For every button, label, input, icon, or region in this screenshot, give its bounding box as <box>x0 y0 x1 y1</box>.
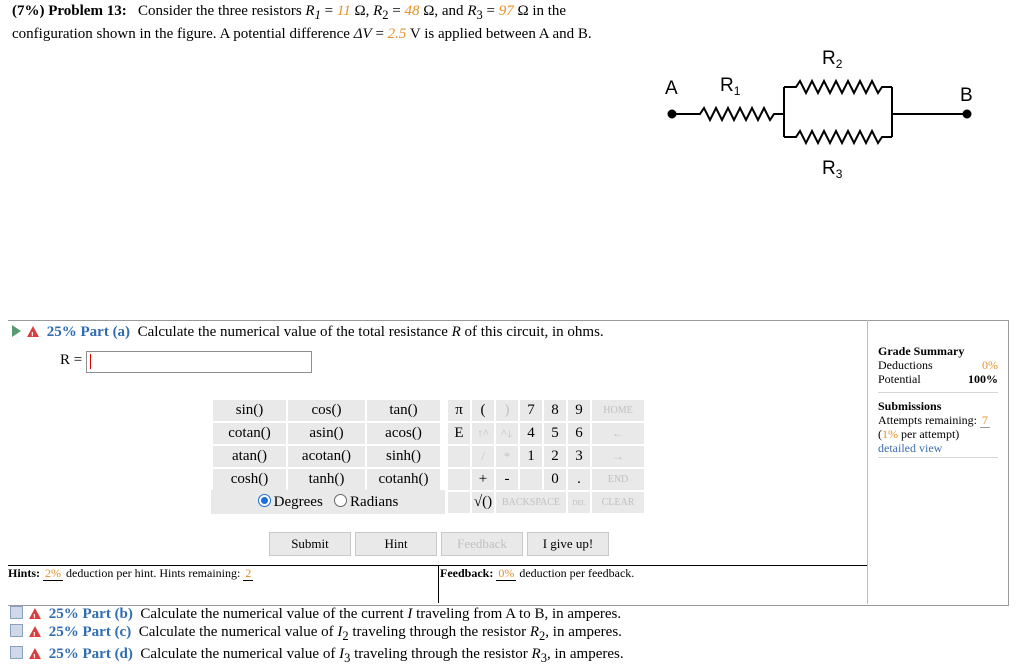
key-8[interactable]: 8 <box>544 400 566 421</box>
divider-vertical <box>438 565 439 603</box>
part-d-question: Calculate the numerical value of <box>140 646 336 662</box>
feedback-deduction: 0% <box>498 566 515 580</box>
part-a-percent: 25% <box>46 324 77 340</box>
key-1[interactable]: 1 <box>520 446 542 467</box>
fn-acos[interactable]: acos() <box>367 423 440 444</box>
fn-sinh[interactable]: sinh() <box>367 446 440 467</box>
part-d-sub: 3 <box>344 651 351 665</box>
key-sqrt[interactable]: √() <box>472 492 494 513</box>
attempts-row <box>878 413 998 427</box>
grade-summary-title: Grade Summary <box>878 344 965 358</box>
part-d-percent: 25% <box>48 646 79 662</box>
expand-icon[interactable] <box>10 624 23 637</box>
text-caret <box>90 354 91 369</box>
key-home[interactable]: HOME <box>592 400 644 421</box>
detailed-view-link[interactable]: detailed view <box>878 441 943 455</box>
key-right-arrow[interactable]: → <box>592 446 644 467</box>
key-7[interactable]: 7 <box>520 400 542 421</box>
label-r3: $R_3$ <box>822 158 843 181</box>
part-a-question-end: of this circuit, in ohms. <box>464 324 604 340</box>
feedback-button[interactable]: Feedback <box>441 532 523 556</box>
divider-vertical <box>867 320 868 604</box>
fn-tanh[interactable]: tanh() <box>288 469 365 490</box>
fn-cotanh[interactable]: cotanh() <box>367 469 440 490</box>
problem-statement <box>12 2 672 44</box>
eq-sign: = <box>320 3 337 19</box>
angle-mode <box>211 490 445 514</box>
key-superscript-up[interactable]: ↑^ <box>472 423 494 444</box>
key-5[interactable]: 5 <box>544 423 566 444</box>
resistor-r2 <box>784 81 892 93</box>
grade-summary <box>878 344 998 458</box>
part-c-label: Part (c) <box>82 624 132 640</box>
problem-text-3: V is applied between A and B. <box>409 26 592 42</box>
part-b-question-end: traveling from A to B, in amperes. <box>416 606 622 622</box>
problem-prefix: (7%) Problem 13: <box>12 3 127 19</box>
key-close-paren[interactable]: ) <box>496 400 518 421</box>
part-b-row[interactable] <box>10 605 624 623</box>
r2-symbol: R <box>373 3 383 19</box>
r1-value: 11 <box>336 3 351 19</box>
answer-input[interactable] <box>86 351 312 373</box>
feedback-text: deduction per feedback. <box>519 566 635 580</box>
attempts-value: 7 <box>981 413 988 427</box>
key-blank <box>448 469 470 490</box>
key-4[interactable]: 4 <box>520 423 542 444</box>
eq-sign: = <box>482 3 499 19</box>
key-decimal[interactable]: . <box>568 469 590 490</box>
r2-sub: 2 <box>382 8 389 22</box>
key-open-paren[interactable]: ( <box>472 400 494 421</box>
dv-value: 2.5 <box>387 26 407 42</box>
part-c-question-mid: traveling through the resistor <box>352 624 527 640</box>
divider <box>878 392 998 393</box>
part-d-symbol-2: R <box>531 646 541 662</box>
fn-atan[interactable]: atan() <box>213 446 286 467</box>
r3-value: 97 <box>498 3 514 19</box>
expand-icon[interactable] <box>10 606 23 619</box>
key-multiply[interactable]: * <box>496 446 518 467</box>
key-left-arrow[interactable]: ← <box>592 423 644 444</box>
answer-label: R = <box>60 352 83 368</box>
part-d-symbol: I <box>339 646 345 662</box>
degrees-label: Degrees <box>273 494 323 510</box>
r1-symbol: R <box>305 3 315 19</box>
hints-row <box>8 566 439 581</box>
circuit-diagram <box>660 38 980 188</box>
per-attempt-value: 1% <box>882 427 898 441</box>
part-a-question: Calculate the numerical value of the total resistance <box>137 324 448 340</box>
per-attempt-open: ( <box>878 427 882 441</box>
key-minus[interactable]: - <box>496 469 518 490</box>
part-b-label: Part (b) <box>82 606 133 622</box>
hint-button[interactable]: Hint <box>355 532 437 556</box>
ohm-unit: Ω, and <box>423 3 464 19</box>
key-0[interactable]: 0 <box>544 469 566 490</box>
radians-label: Radians <box>350 494 399 510</box>
per-attempt-row <box>878 427 998 441</box>
part-c-row[interactable] <box>10 623 624 645</box>
key-blank <box>448 446 470 467</box>
problem-text-2: configuration shown in the figure. A potential difference <box>12 26 350 42</box>
per-attempt-text: per attempt) <box>901 427 960 441</box>
label-r2: $R_2$ <box>822 48 843 71</box>
r3-sub: 3 <box>476 8 483 22</box>
r3-symbol: R <box>467 3 477 19</box>
key-plus[interactable]: + <box>472 469 494 490</box>
part-d-sub-2: 3 <box>540 651 547 665</box>
key-2[interactable]: 2 <box>544 446 566 467</box>
function-buttons <box>211 398 442 492</box>
eq-sign: = <box>388 3 405 19</box>
potential-value: 100% <box>968 372 998 386</box>
part-d-question-mid: traveling through the resistor <box>354 646 528 662</box>
fn-asin[interactable]: asin() <box>288 423 365 444</box>
hints-label: Hints: <box>8 566 41 580</box>
resistor-r1 <box>672 108 784 120</box>
key-divide[interactable]: / <box>472 446 494 467</box>
hints-remaining: 2 <box>245 566 252 580</box>
part-a-label: Part (a) <box>80 324 131 340</box>
problem-line-2: configuration shown in the figure. A potential difference ΔV = 2.5 V is applied between A and B. <box>12 26 592 42</box>
r1-sub: 1 <box>314 8 321 22</box>
potential-label: Potential <box>878 372 921 386</box>
warning-icon <box>29 626 41 637</box>
key-3[interactable]: 3 <box>568 446 590 467</box>
part-c-sub: 2 <box>342 629 349 643</box>
part-c-symbol: I <box>337 624 343 640</box>
part-c-symbol-2: R <box>529 624 540 640</box>
other-parts-list <box>10 605 624 667</box>
part-b-question: Calculate the numerical value of the current <box>140 606 404 622</box>
part-b-symbol: I <box>407 606 413 622</box>
attempts-label: Attempts remaining: <box>878 413 977 427</box>
part-b-percent: 25% <box>48 606 79 622</box>
problem-text: Consider the three resistors <box>137 3 302 19</box>
hints-text: deduction per hint. Hints remaining: <box>66 566 241 580</box>
keypad <box>446 398 646 515</box>
warning-icon <box>29 648 41 659</box>
feedback-row <box>440 566 867 581</box>
key-9[interactable]: 9 <box>568 400 590 421</box>
fn-acotan[interactable]: acotan() <box>288 446 365 467</box>
problem-line-1 <box>12 2 672 25</box>
part-c-percent: 25% <box>48 624 79 640</box>
key-e[interactable]: E <box>448 423 470 444</box>
resistor-r3 <box>784 131 892 143</box>
part-a-header <box>12 323 604 341</box>
key-end[interactable]: END <box>592 469 644 490</box>
part-d-label: Part (d) <box>82 646 133 662</box>
hints-deduction: 2% <box>45 566 62 580</box>
fn-cosh[interactable]: cosh() <box>213 469 286 490</box>
submit-button[interactable]: Submit <box>269 532 351 556</box>
warning-icon <box>27 326 39 337</box>
potential-row <box>878 372 998 386</box>
ohm-unit: Ω, <box>354 3 370 19</box>
ohm-unit: Ω in the <box>517 3 567 19</box>
label-r1: $R_1$ <box>720 75 741 98</box>
deductions-value: 0% <box>982 358 998 372</box>
key-pi[interactable]: π <box>448 400 470 421</box>
key-superscript-down[interactable]: ^↓ <box>496 423 518 444</box>
submissions-title: Submissions <box>878 399 942 413</box>
part-c-sub-2: 2 <box>539 629 546 643</box>
key-clear[interactable]: CLEAR <box>592 492 644 513</box>
deductions-row <box>878 358 998 372</box>
part-d-question-end: , in amperes. <box>546 646 624 662</box>
expand-icon[interactable] <box>10 646 23 659</box>
fn-sin[interactable]: sin() <box>213 400 286 421</box>
key-backspace[interactable]: BACKSPACE <box>496 492 566 513</box>
part-d-row[interactable] <box>10 645 624 667</box>
key-del[interactable]: DEL <box>568 492 590 513</box>
deductions-label: Deductions <box>878 358 933 372</box>
degrees-radio[interactable] <box>258 494 271 507</box>
part-c-question: Calculate the numerical value of <box>138 624 334 640</box>
dv-symbol: ΔV <box>353 26 372 42</box>
fn-cos[interactable]: cos() <box>288 400 365 421</box>
fn-cotan[interactable]: cotan() <box>213 423 286 444</box>
key-blank <box>520 469 542 490</box>
detailed-view-row <box>878 441 998 458</box>
part-a-symbol: R <box>451 324 461 340</box>
r2-value: 48 <box>404 3 420 19</box>
give-up-button[interactable]: I give up! <box>527 532 609 556</box>
key-6[interactable]: 6 <box>568 423 590 444</box>
feedback-label: Feedback: <box>440 566 494 580</box>
play-icon[interactable] <box>12 325 21 337</box>
label-b: B <box>960 85 973 106</box>
fn-tan[interactable]: tan() <box>367 400 440 421</box>
warning-icon <box>29 608 41 619</box>
key-blank <box>448 492 470 513</box>
radians-radio[interactable] <box>334 494 347 507</box>
label-a: A <box>665 78 678 99</box>
terminal-b <box>964 111 971 118</box>
part-c-question-end: , in amperes. <box>545 624 622 640</box>
